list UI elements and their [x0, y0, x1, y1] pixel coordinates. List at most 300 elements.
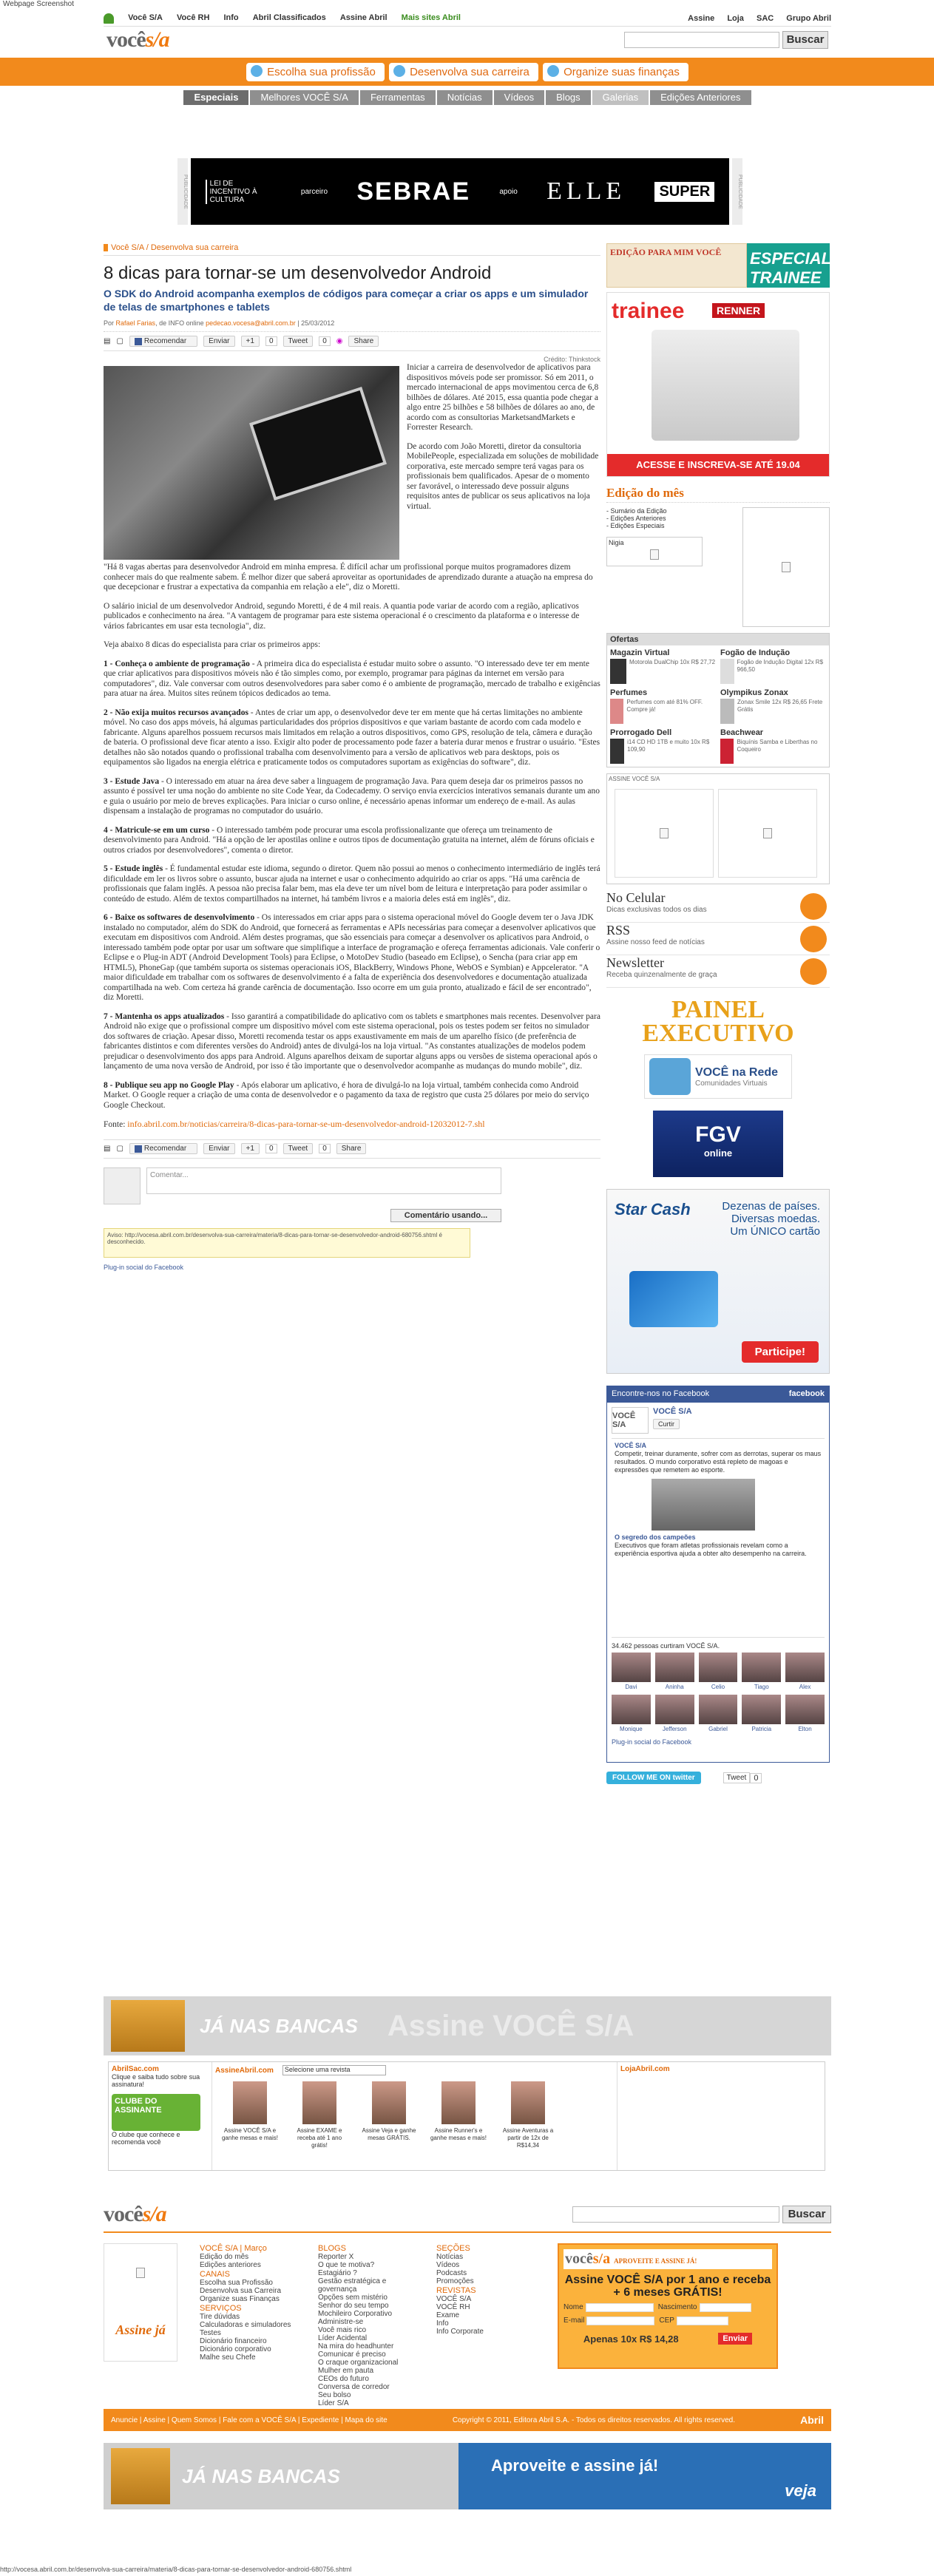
form-badge: APROVEITE E ASSINE JÁ!: [614, 2257, 697, 2265]
footer-link[interactable]: Estagiário ?: [318, 2269, 357, 2277]
footer-link[interactable]: Gestão estratégica e governança: [318, 2277, 387, 2294]
footer-link[interactable]: Promoções: [436, 2277, 474, 2285]
broken-image-icon: [136, 2268, 145, 2278]
footer-link[interactable]: Edição do mês: [200, 2253, 249, 2261]
share-button[interactable]: Share: [348, 336, 379, 347]
footer-link[interactable]: Administre-se: [318, 2318, 364, 2326]
logo-text-accent: s/a: [145, 27, 169, 52]
offer-item[interactable]: [610, 648, 716, 684]
footer-link[interactable]: VOCÊ S/A: [436, 2295, 472, 2303]
fan-photo: [612, 1695, 651, 1724]
edicao-link[interactable]: - Sumário da Edição: [606, 507, 667, 515]
article-paragraph: "Há 8 vagas abertas para desenvolvedor Android em minha empresa. É difícil achar um profissional porque muitos programadores dizem conhecer mais do que realmente sabem. É melhor dizer que saberá aproveitar as oportunidades de aprendizado durante a atuação na empresa do que decepcionar e frustrar a expectativa da companhia em relação a ele", diz o Moretti.: [104, 563, 593, 592]
assine-cover[interactable]: [718, 789, 817, 878]
footer-col-title[interactable]: VOCÊ S/A | Março: [200, 2244, 267, 2253]
trainee-renner-ad[interactable]: [606, 292, 830, 477]
birth-field[interactable]: [700, 2303, 751, 2312]
footer-link[interactable]: Opções sem mistério: [318, 2294, 388, 2302]
fgv-online-ad[interactable]: [653, 1111, 783, 1177]
topbar-link[interactable]: Assine Abril: [339, 13, 388, 23]
share-bar-bottom: [104, 1139, 600, 1159]
footer-link[interactable]: Conversa de corredor: [318, 2383, 390, 2391]
topbar-right-link[interactable]: SAC: [757, 13, 774, 23]
phone-image: [610, 659, 626, 684]
renner-logo: RENNER: [712, 303, 765, 318]
share-button[interactable]: Share: [336, 1143, 367, 1154]
tip-8: [104, 1081, 600, 1111]
footer-logo[interactable]: [104, 2202, 166, 2227]
footer-col-title: REVISTAS: [436, 2286, 476, 2295]
edicao-section: [606, 507, 830, 627]
small-cover[interactable]: [606, 537, 703, 566]
footer-link[interactable]: Você mais rico: [318, 2326, 367, 2334]
fb-post-photo[interactable]: [652, 1479, 755, 1531]
promo-title: Newsletter: [606, 955, 664, 970]
footer-link[interactable]: Malhe seu Chefe: [200, 2353, 256, 2362]
facebook-like-box: [606, 1386, 830, 1763]
fb-head-text: Encontre-nos no Facebook: [612, 1389, 710, 1398]
fb-post-text: Competir, treinar duramente, sofrer com as derrotas, superar os maus resultados. O mundo corporativo está repleto de magoas e expressões que remetem ao esporte.: [615, 1450, 822, 1474]
logo-text: você: [104, 2202, 143, 2226]
recommend-label: Recomendar: [143, 1145, 187, 1153]
promo-sub: Dicas exclusivas todos os dias: [606, 906, 707, 914]
footer-link[interactable]: Organize suas Finanças: [200, 2295, 280, 2303]
promo-newsletter[interactable]: [606, 955, 830, 988]
assineabril-col: [212, 2062, 617, 2170]
copyright-bar: [104, 2409, 831, 2431]
ad-elle-logo: ELLE: [546, 177, 626, 205]
fb-plugin-label[interactable]: Plug-in social do Facebook: [104, 1263, 184, 1271]
footer-cover[interactable]: [104, 2243, 177, 2362]
share-bar: [104, 332, 600, 351]
avatar: [104, 1167, 141, 1204]
fb-post-desc: Executivos que foram atletas profissionais revelam como a experiência esportiva ajuda a obter alto desempenho na carreira.: [615, 1542, 807, 1557]
fb-plugin-label[interactable]: Plug-in social do Facebook: [612, 1738, 692, 1746]
gplus-button[interactable]: +1: [241, 336, 260, 347]
footer-link[interactable]: Podcasts: [436, 2269, 467, 2277]
magazine-select[interactable]: Selecione uma revista: [282, 2065, 386, 2075]
mag-offer-text: Assine Veja e ganhe mesas GRÁTIS.: [362, 2127, 416, 2141]
small-cover-label: Nigia: [609, 539, 624, 546]
fan-tile[interactable]: [655, 1695, 694, 1732]
gplus-button[interactable]: +1: [241, 1143, 260, 1154]
logo-text: você: [106, 27, 146, 52]
assine-text: Assine VOCÊ S/A: [387, 2009, 634, 2042]
tweet-count: 0: [750, 1773, 762, 1783]
edicao-link[interactable]: - Edições Especiais: [606, 522, 665, 529]
topbar-link[interactable]: Você RH: [177, 13, 210, 23]
promo-sub: Receba quinzenalmente de graça: [606, 971, 717, 979]
footer-link[interactable]: Tire dúvidas: [200, 2313, 240, 2321]
send-button[interactable]: Enviar: [203, 336, 234, 347]
fan-name: Patricia: [751, 1726, 772, 1732]
offers-grid: [607, 645, 829, 767]
footer-link[interactable]: Info Corporate: [436, 2328, 484, 2336]
article-lead: Iniciar a carreira de desenvolvedor de aplicativos para dispositivos móveis pode ser promissor. Só em 2011, o mercado internacional de apps movimentou cerca de 6,8 bilhões de dólares. Até 2015, essa quantia pode chegar a algo entre 25 bilhões e 58 bilhões de dólares ao ano, de acordo com as consultorias MarketsandMarkets e Forrester Research.: [407, 363, 599, 432]
fan-tile[interactable]: [699, 1653, 738, 1690]
tip-7: [104, 1012, 600, 1072]
discount-badge-icon: [720, 739, 734, 764]
footer-link[interactable]: Mochileiro Corporativo: [318, 2310, 393, 2318]
article-title: 8 dicas para tornar-se um desenvolvedor Android: [104, 263, 492, 283]
tip-heading: 4 - Matricule-se em um curso: [104, 825, 210, 835]
footer-search: [572, 2206, 831, 2223]
form-price-row: [564, 2333, 772, 2345]
channel-profissao[interactable]: [246, 63, 385, 81]
shop-strip: [108, 2061, 825, 2171]
footer-link[interactable]: Desenvolva sua Carreira: [200, 2287, 282, 2295]
mag-cover: [372, 2081, 406, 2124]
status-bar-url: http://vocesa.abril.com.br/desenvolva-sua-carreira/materia/8-dicas-para-tornar-se-desenvolvedor-android-680756.shtml: [0, 2566, 352, 2573]
mag-offer-text: Assine EXAME e receba até 1 ano grátis!: [297, 2127, 342, 2149]
footer-col-title: SERVIÇOS: [200, 2304, 242, 2313]
footer-link[interactable]: Na mira do headhunter: [318, 2342, 394, 2350]
mag-cover: [441, 2081, 476, 2124]
footer-link[interactable]: Comunicar é preciso: [318, 2350, 386, 2359]
footer-link[interactable]: Calculadoras e simuladores: [200, 2321, 291, 2329]
shoe-image: [720, 699, 734, 724]
voce-na-rede[interactable]: [644, 1054, 792, 1099]
fan-tile[interactable]: [655, 1653, 694, 1690]
offer-item[interactable]: [720, 648, 826, 684]
tweet-button[interactable]: Tweet: [283, 1143, 314, 1154]
footer-link[interactable]: Seu bolso: [318, 2391, 351, 2399]
logo-text-accent: s/a: [592, 2251, 611, 2267]
edicao-link[interactable]: - Edições Anteriores: [606, 515, 666, 522]
search-input[interactable]: [624, 32, 779, 48]
offer-item[interactable]: [720, 688, 826, 724]
fb-recommend-button[interactable]: [129, 1143, 197, 1154]
edicao-heading: Edição do mês: [606, 484, 830, 503]
person-icon: [393, 65, 405, 77]
mag-offer-text: Assine Runner's e ganhe mesas e mais!: [430, 2127, 487, 2141]
topbar-right-link[interactable]: Loja: [727, 13, 744, 23]
sidebar: [606, 243, 830, 1784]
author-link[interactable]: Rafael Farias: [115, 319, 156, 327]
lojaabril-title[interactable]: LojaAbril.com: [620, 2065, 670, 2073]
mag-offer-text: Assine VOCÊ S/A e ganhe mesas e mais!: [221, 2127, 279, 2141]
fb-post-link[interactable]: O segredo dos campeões: [615, 1533, 696, 1541]
tweet-button[interactable]: Tweet: [283, 336, 314, 347]
channel-financas[interactable]: [543, 63, 688, 81]
fan-name: Gabriel: [708, 1726, 728, 1732]
footer-link[interactable]: Notícias: [436, 2253, 464, 2261]
fb-like-button[interactable]: Curtir: [653, 1419, 680, 1429]
footer-link[interactable]: VOCÊ RH: [436, 2303, 470, 2311]
breadcrumb[interactable]: [104, 243, 600, 256]
assine-box: [606, 773, 830, 884]
article-body: [104, 363, 600, 1131]
main-nav: [104, 90, 831, 105]
topbar-right-link[interactable]: Assine: [688, 13, 715, 23]
starcash-title: Star Cash: [615, 1200, 691, 1218]
topbar-right-links: [677, 14, 831, 23]
topbar-link[interactable]: Info: [223, 13, 239, 23]
cep-field[interactable]: [677, 2316, 728, 2325]
tip-text: - Os interessados em criar apps para o sistema operacional móvel do Google devem ter o Java JDK instalado no computador, além do SDK do Android, que fornecerá as ferramentas e APIs necessárias para começar a desenvolver aplicativos que executam em dispositivos com Android. Além destes programas, que são essenciais para começar a desenvolver os aplicativos para Android, o interessado também pode optar por usar um software que simplifique a interface de programação e ofereça ferramentas adicionais. Vale conferir o Eclipse e o Plug-in ADT (Android Development Tools) para Eclipse, o MotoDev Studio (baseado em Eclipse), o Sencha (para criar app em HTML5), PhoneGap (que também suporta os sistemas operacionais iOS, BlackBerry, Windows Phone, WebOS e Symbian) e Appcelerator. "A maior dificuldade em trabalhar com os softwares de desenvolvimento é a falta de experiência dos desenvolvedores e documentação atualizada compartilhada na web. Com certeza há grande carência de documentação. Isso ocorre em um guia pronto, atualizado e fácil de ser encontrado", diz Moretti.: [104, 913, 600, 1002]
article-subtitle: O SDK do Android acompanha exemplos de códigos para começar a criar os apps e um simulador de telas de smartphones e tablets: [104, 288, 589, 313]
painel-executivo-logo[interactable]: PAINEL EXECUTIVO: [642, 996, 794, 1047]
facebook-icon: [135, 1145, 142, 1153]
facebook-icon: [135, 338, 142, 345]
people-network-icon: [649, 1058, 691, 1095]
ad-lei-incentivo: LEI DE INCENTIVO À CULTURA: [206, 180, 272, 204]
footer-link[interactable]: Mulher em pauta: [318, 2367, 374, 2375]
footer-link[interactable]: Info: [436, 2319, 449, 2328]
send-button[interactable]: Enviar: [718, 2333, 752, 2345]
nav-blogs[interactable]: Blogs: [546, 90, 591, 105]
fan-tile[interactable]: [785, 1695, 825, 1732]
channel-label: Organize suas finanças: [564, 65, 680, 78]
fb-page-name[interactable]: VOCÊ S/A: [653, 1407, 692, 1416]
nav-edicoes[interactable]: Edições Anteriores: [650, 90, 751, 105]
fb-post-author[interactable]: VOCÊ S/A: [615, 1442, 647, 1449]
footer-search-button[interactable]: Buscar: [782, 2206, 831, 2223]
footer-link[interactable]: Exame: [436, 2311, 460, 2319]
footer-columns: [104, 2243, 831, 2407]
article: [104, 243, 600, 1271]
tip-5: [104, 864, 600, 904]
nav-videos[interactable]: Vídeos: [494, 90, 544, 105]
offer-item[interactable]: [610, 688, 716, 724]
bancas-banner[interactable]: [104, 1996, 831, 2055]
nav-melhores[interactable]: Melhores VOCÊ S/A: [250, 90, 359, 105]
fan-name: Tiago: [754, 1684, 769, 1690]
nav-galerias[interactable]: Galerias: [592, 90, 649, 105]
clube-text: O clube que conhece e recomenda você: [112, 2131, 180, 2146]
footer-links[interactable]: Anuncie | Assine | Quem Somos | Fale com a VOCÊ S/A | Expediente | Mapa do site: [111, 2416, 388, 2424]
topbar-link[interactable]: Você S/A: [128, 13, 163, 23]
twitter-row: [606, 1772, 830, 1784]
topbar-link-more[interactable]: Mais sites Abril: [401, 13, 461, 23]
footer-link[interactable]: Senhor do seu tempo: [318, 2302, 389, 2310]
rss-icon: [800, 926, 827, 952]
starcash-desc: Dezenas de países. Diversas moedas. Um ÚNICO cartão: [722, 1200, 820, 1238]
footer-link[interactable]: Dicionário corporativo: [200, 2345, 271, 2353]
fan-photo: [785, 1653, 825, 1682]
bullet-icon: [104, 244, 108, 251]
broken-image-icon: [660, 828, 669, 838]
field-label: E-mail: [564, 2316, 585, 2325]
edicao-links: [606, 507, 740, 529]
footer-link[interactable]: Edições anteriores: [200, 2261, 261, 2269]
fan-photo: [612, 1653, 651, 1682]
offers-heading: Ofertas: [607, 634, 829, 645]
footer-link[interactable]: Líder Acidental: [318, 2334, 368, 2342]
rede-text: [695, 1066, 778, 1088]
fan-tile[interactable]: [742, 1695, 781, 1732]
field-label: CEP: [659, 2316, 674, 2325]
mag-offer[interactable]: [219, 2081, 281, 2149]
offer-name: Olympikus Zonax: [720, 688, 788, 697]
fan-photo: [785, 1695, 825, 1724]
ad-sebrae-logo: SEBRAE: [356, 177, 471, 206]
facebook-notice: Aviso: http://vocesa.abril.com.br/desenvolva-sua-carreira/materia/8-dicas-para-tornar-se-desenvolvedor-android-680756.shtml é desconhecido.: [104, 1228, 470, 1258]
footer-link[interactable]: Reporter X: [318, 2253, 354, 2261]
fgv-title: FGV: [695, 1122, 741, 1147]
page-logo[interactable]: VOCÊ S/A: [612, 1407, 649, 1434]
fan-photo: [699, 1695, 738, 1724]
fan-photo: [655, 1653, 694, 1682]
footer-header: [104, 2202, 831, 2233]
comment-section: [104, 1167, 600, 1271]
mag-offer[interactable]: [288, 2081, 351, 2149]
form-fields: [564, 2303, 772, 2325]
fan-tile[interactable]: [785, 1653, 825, 1690]
promo-celular[interactable]: [606, 890, 830, 923]
card-image: [629, 1271, 718, 1327]
article-photo: [104, 366, 399, 560]
nav-ferramentas[interactable]: Ferramentas: [360, 90, 436, 105]
starcash-ad[interactable]: [606, 1189, 830, 1374]
abril-logo[interactable]: Abril: [800, 2414, 824, 2426]
fb-page-meta: [649, 1407, 692, 1434]
offer-desc: Zonax Smile 12x R$ 26,65 Frete Grátis: [737, 699, 823, 713]
article-paragraph: Veja abaixo 8 dicas do especialista para criar os primeiros apps:: [104, 640, 321, 649]
fan-photo: [742, 1653, 781, 1682]
email-link[interactable]: pedecao.vocesa@abril.com.br: [206, 319, 296, 327]
bottom-ad-left: [104, 2443, 458, 2509]
comment-icon[interactable]: ▢: [116, 1145, 123, 1153]
stove-image: [720, 659, 734, 684]
tip-text: - É fundamental estudar este idioma, segundo o diretor. Quem não possui ao menos o conhecimento intermediário de inglês terá dificuldade em ler os livros sobre o assunto, buscar ajuda na internet e usar o conhecimento adquirido ao criar os apps. "Há uma carência de profissionais que falam inglês. A pessoa não precisa falar bem, mas ela deve ter um nível bom de leitura e interpretação para poder assimilar o conteúdo de estudo. Além de textos compartilhados na internet, há também livros e a maioria deles está em inglês", diz.: [104, 864, 600, 904]
channel-carreira[interactable]: [389, 63, 538, 81]
follow-twitter-button[interactable]: FOLLOW ME ON twitter: [606, 1772, 701, 1784]
search-button[interactable]: Buscar: [782, 31, 828, 49]
promo-sub: Assine nosso feed de notícias: [606, 938, 705, 946]
trainee-word: trainee: [612, 299, 685, 323]
send-button[interactable]: Enviar: [203, 1143, 234, 1154]
print-icon[interactable]: ▤: [104, 337, 111, 345]
assine-ja-link[interactable]: Assine já: [115, 2322, 166, 2337]
fan-tile[interactable]: [612, 1695, 651, 1732]
offer-row: [720, 739, 826, 764]
tip-heading: 2 - Não exija muitos recursos avançados: [104, 708, 248, 717]
broken-image-icon: [763, 828, 772, 838]
tip-text: - Antes de criar um app, o desenvolvedor deve ter em mente que há certas limitações no ambiente móvel. No caso dos apps móveis, há algumas particularidades dos próprios dispositivos e que variam bastante de acordo com cada modelo e fabricante. Alguns aparelhos possuem recursos mais limitados em relação a outros dispositivos, como GPS, resolução de tela, câmera e duração de bateria. O profissional deve ficar atento a isso. Exigir alto poder de processamento pode fazer a bateria durar menos e frustrar o usuário. "Estes detalhes não são notados quando o profissional trabalha com desenvolvimento para a versão de aplicativos web para desktops, pois os equipamentos são ligados na energia elétrica e praticamente todos os computadores suportam as exigências do software", diz.: [104, 708, 600, 767]
footer-link[interactable]: Dicionário financeiro: [200, 2337, 267, 2345]
veja-logo: veja: [785, 2481, 816, 2500]
fb-recommend-button[interactable]: [129, 336, 197, 347]
promo-title: No Celular: [606, 890, 666, 905]
mag-offer[interactable]: [427, 2081, 490, 2149]
topbar-right-link[interactable]: Grupo Abril: [786, 13, 831, 23]
byline: [104, 319, 600, 332]
comment-icon[interactable]: ▢: [116, 337, 123, 345]
ad-label: PUBLICIDADE: [177, 158, 188, 225]
fan-tile[interactable]: [742, 1653, 781, 1690]
topbar-link[interactable]: Abril Classificados: [252, 13, 326, 23]
footer-search-input[interactable]: [572, 2206, 779, 2223]
article-date: | 25/03/2012: [297, 319, 335, 327]
field-label: Nascimento: [657, 2303, 697, 2311]
tip-heading: 6 - Baixe os softwares de desenvolvimento: [104, 913, 255, 922]
footer-link[interactable]: CEOs do futuro: [318, 2375, 369, 2383]
offer-name: Magazin Virtual: [610, 648, 670, 657]
footer-link[interactable]: Vídeos: [436, 2261, 460, 2269]
footer-link[interactable]: Líder S/A: [318, 2399, 349, 2407]
fan-photo: [742, 1695, 781, 1724]
tip-heading: 8 - Publique seu app no Google Play: [104, 1080, 234, 1090]
comment-input[interactable]: Comentar...: [146, 1167, 501, 1194]
footer-link[interactable]: Escolha sua Profissão: [200, 2279, 273, 2287]
channel-label: Desenvolva sua carreira: [410, 65, 529, 78]
gplus-count: 0: [265, 336, 277, 346]
top-leaderboard-ad[interactable]: [191, 158, 729, 225]
screenshot-label: Webpage Screenshot: [3, 0, 74, 8]
fan-tile[interactable]: [612, 1653, 651, 1690]
abrilsac-text[interactable]: Clique e saiba tudo sobre sua assinatura!: [112, 2073, 200, 2088]
comment-as-button[interactable]: Comentário usando...: [390, 1209, 501, 1222]
footer-col-title: CANAIS: [200, 2270, 230, 2279]
fb-page-info: [607, 1403, 829, 1438]
nav-noticias[interactable]: Notícias: [437, 90, 493, 105]
name-field[interactable]: [586, 2303, 654, 2312]
offer-name: Prorrogado Dell: [610, 728, 672, 737]
tweet-button[interactable]: Tweet: [723, 1772, 751, 1783]
email-field[interactable]: [586, 2316, 654, 2325]
edicao-left: [606, 507, 740, 627]
footer-col-secoes: [436, 2243, 532, 2407]
tip-text: - O interessado também pode procurar uma escola profissionalizante que ofereça um treinamento de desenvolvimento para Android. "Há a opção de ler apostilas online e outros tipos de documentação gratuita na internet, além de fóruns oficiais e outros criados por desenvolvedores", comenta o diretor.: [104, 825, 595, 855]
footer-col-title: BLOGS: [318, 2244, 346, 2253]
ad-especial: ESPECIAL TRAINEE: [747, 243, 830, 288]
footer-link[interactable]: O que te motiva?: [318, 2261, 375, 2269]
bottom-ad[interactable]: [104, 2443, 831, 2509]
coins-icon: [547, 65, 559, 77]
assineabril-title[interactable]: AssineAbril.com: [215, 2066, 274, 2075]
fan-name: Jefferson: [662, 1726, 687, 1732]
offer-row: [720, 659, 826, 684]
mag-offer[interactable]: [497, 2081, 559, 2149]
logo-text-accent: s/a: [142, 2202, 166, 2226]
article-source: [104, 1119, 600, 1131]
promo-rss[interactable]: [606, 923, 830, 955]
footer-link[interactable]: O craque organizacional: [318, 2359, 399, 2367]
mag-cover: [511, 2081, 545, 2124]
nav-especiais[interactable]: Especiais: [183, 90, 248, 105]
abrilsac-col: [109, 2062, 212, 2170]
byline-mid: , de INFO online: [155, 319, 204, 327]
site-logo[interactable]: [106, 27, 169, 52]
abrilsac-title[interactable]: AbrilSac.com: [112, 2065, 159, 2073]
orkut-icon[interactable]: ◉: [336, 337, 343, 345]
field-label: Nome: [564, 2303, 583, 2311]
tip-heading: 5 - Estude inglês: [104, 864, 163, 873]
logo-text: você: [565, 2251, 593, 2267]
gplus-count: 0: [265, 1144, 277, 1153]
clube-assinante-button[interactable]: CLUBE DO ASSINANTE: [112, 2094, 200, 2131]
fan-tile[interactable]: [699, 1695, 738, 1732]
magazine-cover[interactable]: [742, 507, 830, 627]
bottom-ad-right: [458, 2443, 831, 2509]
tip-heading: 3 - Estude Java: [104, 776, 160, 786]
print-icon[interactable]: ▤: [104, 1145, 111, 1153]
compass-icon: [251, 65, 263, 77]
mag-offer[interactable]: [358, 2081, 420, 2149]
source-link[interactable]: info.abril.com.br/noticias/carreira/8-dicas-para-tornar-se-um-desenvolvedor-android-12032012-7.shl: [127, 1119, 485, 1129]
magazine-stack-image: [111, 2448, 170, 2504]
assine-cover[interactable]: [615, 789, 714, 878]
offer-item[interactable]: [720, 728, 826, 764]
magazine-offers: [215, 2081, 614, 2149]
trainee-special-ad[interactable]: [606, 243, 830, 288]
offer-item[interactable]: [610, 728, 716, 764]
tip-3: [104, 777, 600, 817]
footer-link[interactable]: Testes: [200, 2329, 221, 2337]
breadcrumb-text: Você S/A / Desenvolva sua carreira: [111, 243, 239, 252]
ad-label: PUBLICIDADE: [732, 158, 742, 225]
